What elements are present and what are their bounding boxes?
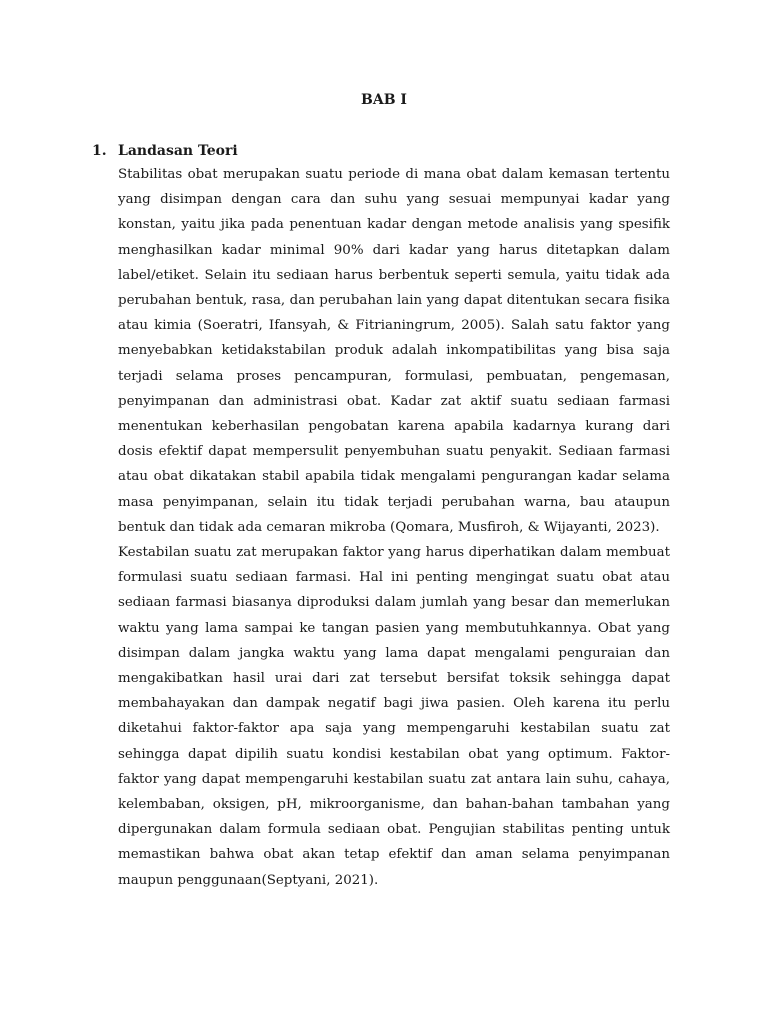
section-title: Landasan Teori bbox=[118, 143, 238, 159]
chapter-title: BAB I bbox=[361, 92, 407, 108]
section-number: 1. bbox=[92, 143, 107, 159]
paragraph-stabilitas-obat: Stabilitas obat merupakan suatu periode di mana obat dalam kemasan tertentu yang disimpan dengan cara dan suhu yang sesuai mempunyai kadar yang konstan, yaitu jika pada penentuan kadar dengan metode analisis yang spesifik menghasilkan kadar minimal 90% dari kadar yang harus ditetapkan dalam label/etiket. Selain itu sediaan harus berbentuk seperti semula, yaitu tidak ada perubahan bentuk, rasa, dan perubahan lain yang dapat ditentukan secara fisika atau kimia (Soeratri, Ifansyah, & Fitrianingrum, 2005). Salah satu faktor yang menyebabkan ketidakstabilan produk adalah inkompatibilitas yang bisa saja terjadi selama proses pencampuran, formulasi, pembuatan, pengemasan, penyimpanan dan administrasi obat. Kadar zat aktif suatu sediaan farmasi menentukan keberhasilan pengobatan karena apabila kadarnya kurang dari dosis efektif dapat mempersulit penyembuhan suatu penyakit. Sediaan farmasi atau obat dikatakan stabil apabila tidak mengalami pengurangan kadar selama masa penyimpanan, selain itu tidak terjadi perubahan warna, bau ataupun bentuk dan tidak ada cemaran mikroba (Qomara, Musfiroh, & Wijayanti, 2023). bbox=[118, 167, 670, 535]
paragraph-kestabilan-zat: Kestabilan suatu zat merupakan faktor yang harus diperhatikan dalam membuat formulasi suatu sediaan farmasi. Hal ini penting mengingat suatu obat atau sediaan farmasi biasanya diproduksi dalam jumlah yang besar dan memerlukan waktu yang lama sampai ke tangan pasien yang membutuhkannya. Obat yang disimpan dalam jangka waktu yang lama dapat mengalami penguraian dan mengakibatkan hasil urai dari zat tersebut bersifat toksik sehingga dapat membahayakan dan dampak negatif bagi jiwa pasien. Oleh karena itu perlu diketahui faktor-faktor apa saja yang mempengaruhi kestabilan suatu zat sehingga dapat dipilih suatu kondisi kestabilan obat yang optimum. Faktor-faktor yang dapat mempengaruhi kestabilan suatu zat antara lain suhu, cahaya, kelembaban, oksigen, pH, mikroorganisme, dan bahan-bahan tambahan yang dipergunakan dalam formula sediaan obat. Pengujian stabilitas penting untuk memastikan bahwa obat akan tetap efektif dan aman selama penyimpanan maupun penggunaan(Septyani, 2021). bbox=[118, 545, 670, 888]
section-landasan-teori bbox=[92, 141, 682, 893]
section-heading bbox=[92, 141, 682, 162]
